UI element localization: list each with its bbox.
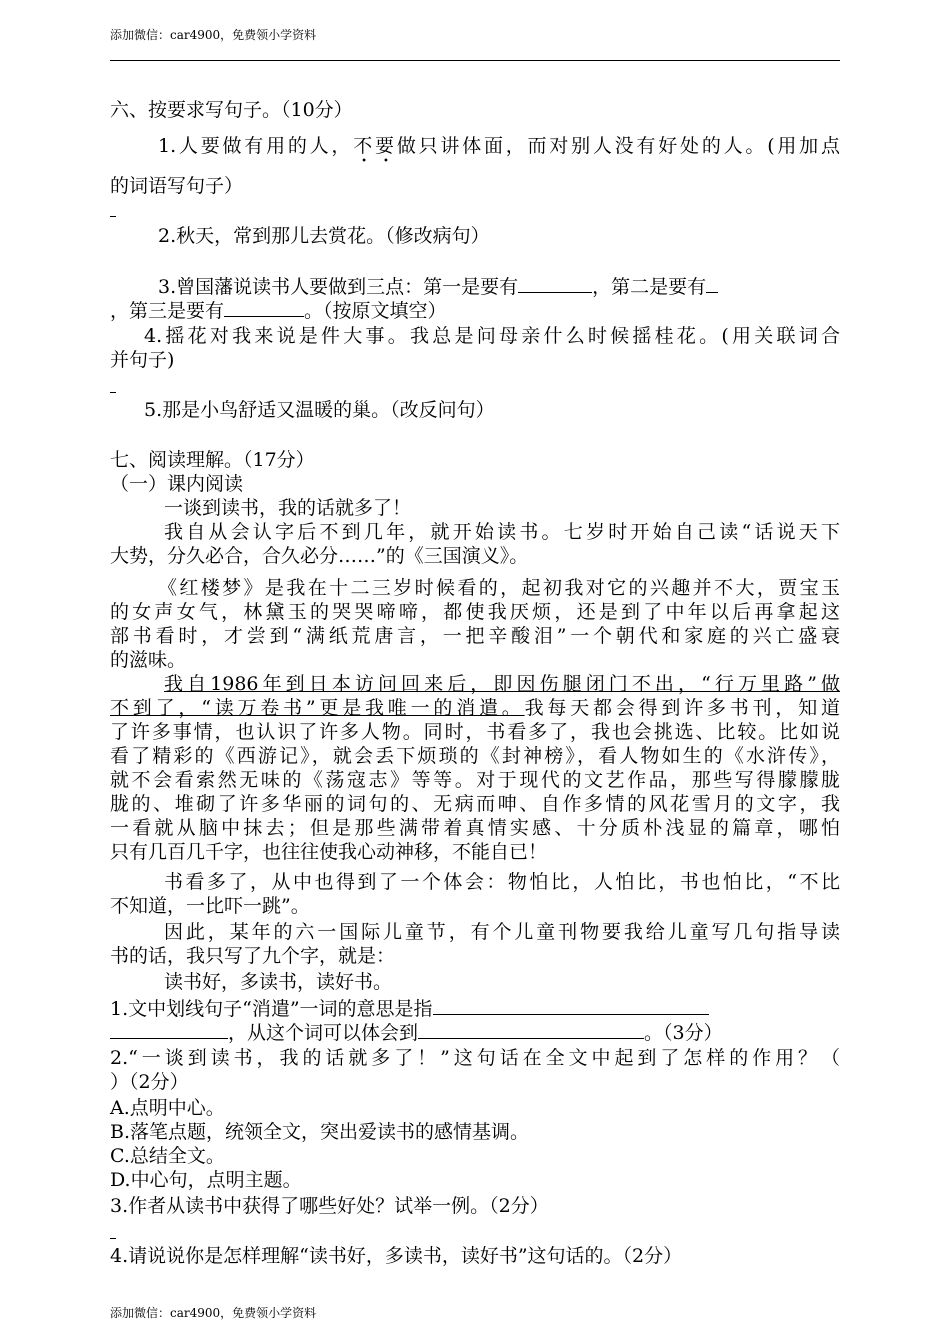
fill-blank[interactable]	[224, 298, 304, 317]
passage-line: 的女声女气，林黛玉的哭哭啼啼，都使我厌烦，还是到了中年以后再拿起这	[110, 601, 840, 623]
s6-q3-part-d: 。（按原文填空）	[304, 300, 447, 322]
s7-q4: 4.请说说你是怎样理解“读书好，多读书，读好书”这句话的。（2分）	[110, 1245, 683, 1267]
s6-q1-prefix: 1.人要做有用的人，	[158, 135, 354, 157]
s6-q3-part-c: ，第三是要有	[110, 300, 225, 322]
answer-mark	[110, 1238, 116, 1239]
s6-q4-line2: 并句子)	[110, 349, 175, 371]
s6-q1-line2: 的词语写句子）	[110, 175, 244, 197]
passage-line: 的滋味。	[110, 649, 187, 671]
section-7-title: 七、阅读理解。（17分）	[110, 449, 315, 471]
passage-line	[110, 696, 840, 720]
section-7-subtitle: （一）课内阅读	[110, 473, 244, 495]
s7-q1-part-a: 1.文中划线句子“消遣”一词的意思是指	[110, 998, 433, 1020]
passage-line: 就不会看索然无味的《荡寇志》等等。对于现代的文艺作品，那些写得朦朦胧	[110, 769, 840, 791]
passage-line: 一谈到读书，我的话就多了！	[164, 497, 412, 519]
emphasis-dot-char-1: 不	[353, 135, 376, 157]
underlined-sentence-line1: 我自1986年到日本访问回来后，即因伤腿闭门不出，“行万里路”做	[164, 673, 840, 695]
fill-blank[interactable]	[706, 274, 718, 293]
fill-blank[interactable]	[433, 996, 709, 1015]
passage-line: 书看多了，从中也得到了一个体会：物怕比，人怕比，书也怕比，“不比	[164, 871, 840, 893]
passage-line: 读书好，多读书，读好书。	[164, 971, 393, 993]
s6-q3-line1	[110, 274, 888, 299]
passage-line: 部书看时，才尝到“满纸荒唐言，一把辛酸泪”一个朝代和家庭的兴亡盛衰	[110, 625, 840, 647]
passage-line: 只有几百几千字，也往往使我心动神移，不能自已！	[110, 841, 548, 863]
answer-mark	[110, 392, 116, 393]
s6-q3-line2	[110, 298, 840, 323]
option-b: B.落笔点题，统领全文，突出爱读书的感情基调。	[110, 1121, 530, 1143]
s7-q1-line2	[110, 1020, 840, 1045]
s6-q3-part-b: ，第二是要有	[592, 276, 707, 298]
passage-line: 因此，某年的六一国际儿童节，有个儿童刊物要我给儿童写几句指导读	[164, 921, 840, 943]
passage-line: 我自从会认字后不到几年，就开始读书。七岁时开始自己读“话说天下	[164, 521, 840, 543]
option-a: A.点明中心。	[110, 1097, 225, 1119]
option-d: D.中心句，点明主题。	[110, 1169, 302, 1191]
passage-line: 大势，分久必合，合久必分……”的《三国演义》。	[110, 545, 529, 567]
s6-q1-suffix: 做只讲体面，而对别人没有好处的人。(用加点	[396, 135, 840, 157]
section-6-title: 六、按要求写句子。（10分）	[110, 99, 353, 121]
passage-line: 《红楼梦》是我在十二三岁时候看的，起初我对它的兴趣并不大，贾宝玉	[158, 577, 840, 599]
s6-q5: 5.那是小鸟舒适又温暖的巢。（改反问句）	[144, 399, 495, 421]
s7-q1-part-c: 。（3分）	[644, 1022, 723, 1044]
s6-q4-line1: 4.摇花对我来说是件大事。我总是问母亲什么时候摇桂花。(用关联词合	[144, 325, 840, 347]
passage-line: 看了精彩的《西游记》，就会丢下烦琐的《封神榜》，看人物如生的《水浒传》，	[110, 745, 840, 767]
header-rule	[110, 60, 840, 61]
passage-text: 我每天都会得到许多书刊，知道	[524, 697, 840, 719]
passage-line: 一看就从脑中抹去；但是那些满带着真情实感、十分质朴浅显的篇章，哪怕	[110, 817, 840, 839]
fill-blank[interactable]	[518, 274, 592, 293]
fill-blank[interactable]	[418, 1020, 644, 1039]
s6-q3-part-a: 3.曾国藩说读书人要做到三点：第一是要有	[158, 276, 519, 298]
underlined-sentence-line2: 不到了，“读万卷书”更是我唯一的消遣。	[110, 697, 525, 719]
s7-q3: 3.作者从读书中获得了哪些好处？试举一例。（2分）	[110, 1195, 549, 1217]
passage-line: 胧的、堆砌了许多华丽的词句的、无病而呻、自作多情的风花雪月的文字，我	[110, 793, 840, 815]
passage-line: 了许多事情，也认识了许多人物。同时，书看多了，我也会挑选、比较。比如说	[110, 721, 840, 743]
s7-q1-part-b: ，从这个词可以体会到	[228, 1022, 419, 1044]
page-footer: 添加微信：car4900，免费领小学资料	[110, 1306, 317, 1320]
option-c: C.总结全文。	[110, 1145, 225, 1167]
passage-line: 不知道，一比吓一跳”。	[110, 895, 310, 917]
passage-line: 书的话，我只写了九个字，就是：	[110, 945, 396, 967]
s6-q1-line1	[110, 134, 840, 158]
s7-q2-line2: ）（2分）	[110, 1071, 189, 1093]
page-header: 添加微信：car4900，免费领小学资料	[110, 28, 317, 42]
s6-q2: 2.秋天，常到那儿去赏花。（修改病句）	[158, 225, 490, 247]
answer-mark	[110, 216, 116, 217]
emphasis-dot-char-2: 要	[375, 135, 397, 157]
s7-q2-line1: 2.“一谈到读书，我的话就多了！”这句话在全文中起到了怎样的作用？（	[110, 1047, 840, 1069]
s7-q1-line1	[110, 996, 840, 1021]
fill-blank[interactable]	[110, 1020, 228, 1039]
